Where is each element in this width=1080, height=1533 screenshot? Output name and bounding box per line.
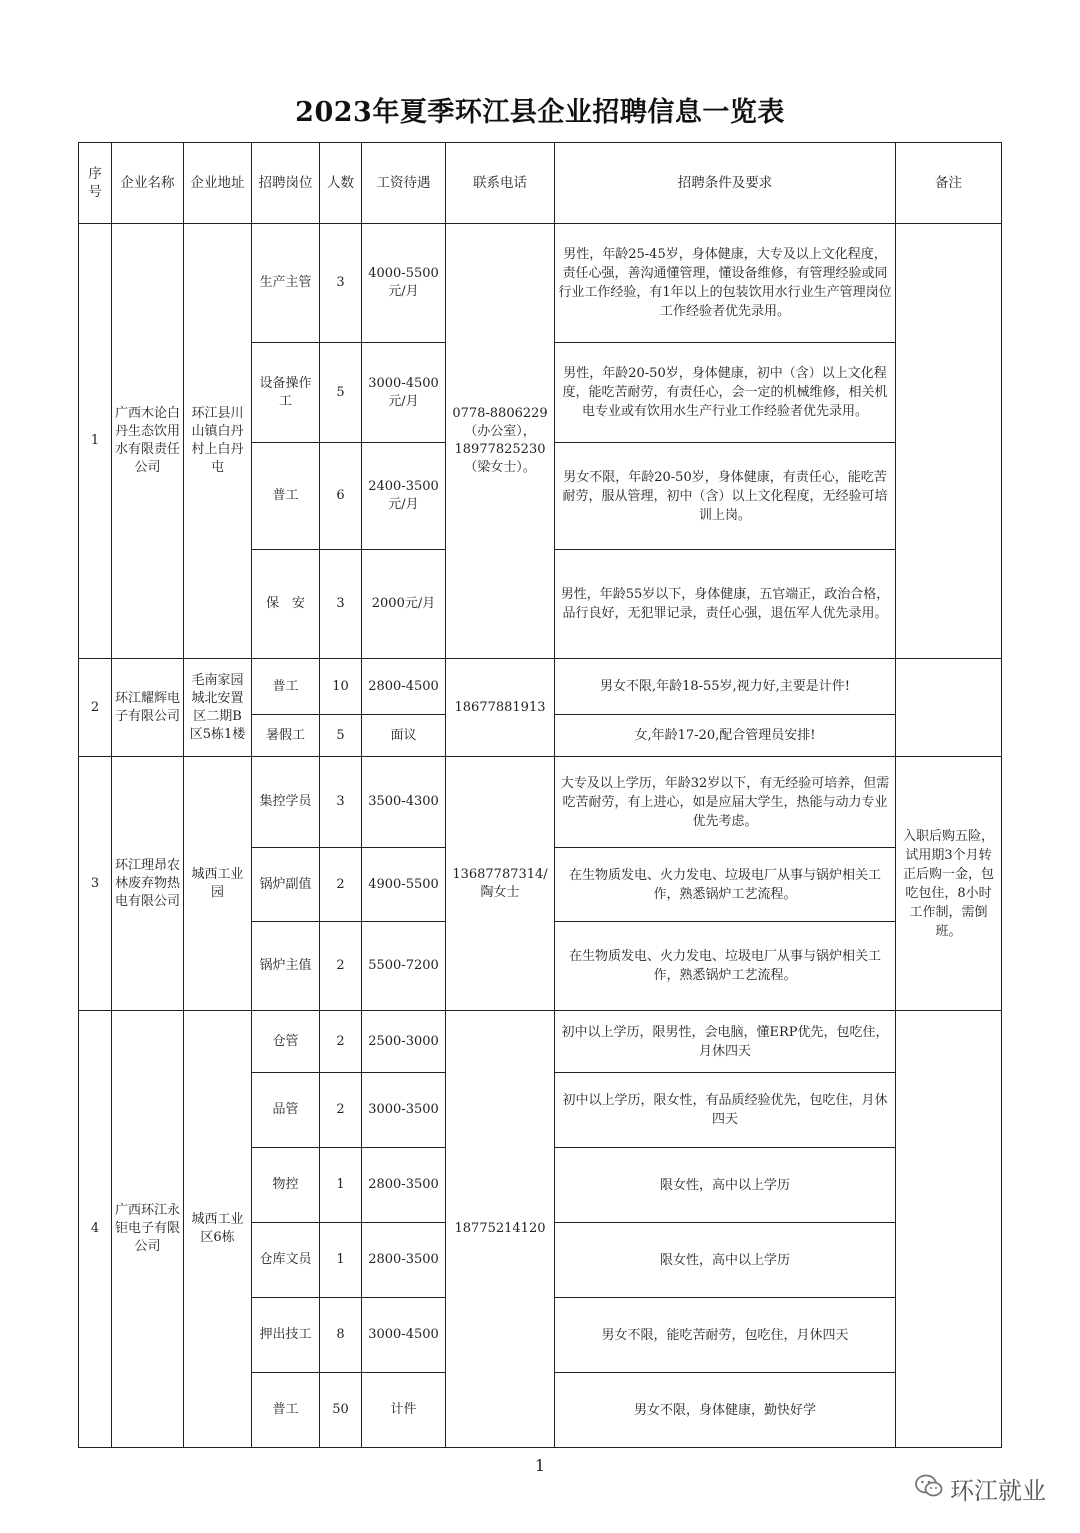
job-count: 2 — [320, 1073, 362, 1148]
job-requirements: 男女不限,年龄18-55岁,视力好,主要是计件! — [555, 659, 896, 715]
job-salary: 3000-3500 — [362, 1073, 446, 1148]
job-position: 普工 — [252, 443, 320, 550]
job-requirements: 限女性，高中以上学历 — [555, 1148, 896, 1223]
job-count: 5 — [320, 343, 362, 443]
job-salary: 计件 — [362, 1373, 446, 1448]
job-count: 8 — [320, 1298, 362, 1373]
job-salary: 2800-4500 — [362, 659, 446, 715]
job-count: 2 — [320, 922, 362, 1011]
company-note — [896, 224, 1002, 659]
page-number: 1 — [534, 1456, 546, 1475]
job-requirements: 在生物质发电、火力发电、垃圾电厂从事与锅炉相关工作，熟悉锅炉工艺流程。 — [555, 922, 896, 1011]
job-count: 3 — [320, 757, 362, 848]
job-requirements: 男女不限，能吃苦耐劳，包吃住，月休四天 — [555, 1298, 896, 1373]
job-count: 5 — [320, 715, 362, 757]
table-row — [79, 1011, 1002, 1073]
job-count: 10 — [320, 659, 362, 715]
job-requirements: 初中以上学历，限男性，会电脑，懂ERP优先，包吃住，月休四天 — [555, 1011, 896, 1073]
company-note — [896, 659, 1002, 757]
company-address: 环江县川山镇白丹村上白丹屯 — [184, 224, 252, 659]
job-salary: 2800-3500 — [362, 1223, 446, 1298]
job-count: 50 — [320, 1373, 362, 1448]
header-company: 企业名称 — [112, 143, 184, 224]
recruitment-table — [78, 142, 1002, 1448]
company-seq: 1 — [79, 224, 112, 659]
job-requirements: 男性，年龄20-50岁，身体健康，初中（含）以上文化程度，能吃苦耐劳，有责任心，会一定的机械维修，相关机电专业或有饮用水生产行业工作经验者优先录用。 — [555, 343, 896, 443]
company-phone: 18677881913 — [446, 659, 555, 757]
table-row — [79, 224, 1002, 343]
company-name: 广西环江永钜电子有限公司 — [112, 1011, 184, 1448]
header-row — [79, 143, 1002, 224]
header-salary: 工资待遇 — [362, 143, 446, 224]
page-title: 2023年夏季环江县企业招聘信息一览表 — [295, 97, 785, 128]
wechat-icon — [914, 1473, 944, 1505]
job-requirements: 限女性，高中以上学历 — [555, 1223, 896, 1298]
job-position: 设备操作工 — [252, 343, 320, 443]
job-salary: 2000元/月 — [362, 550, 446, 659]
job-count: 2 — [320, 1011, 362, 1073]
job-count: 3 — [320, 224, 362, 343]
company-name: 环江耀辉电子有限公司 — [112, 659, 184, 757]
job-count: 1 — [320, 1223, 362, 1298]
job-salary: 2800-3500 — [362, 1148, 446, 1223]
header-seq: 序号 — [79, 143, 112, 224]
job-count: 3 — [320, 550, 362, 659]
header-note: 备注 — [896, 143, 1002, 224]
header-requirements: 招聘条件及要求 — [555, 143, 896, 224]
job-requirements: 初中以上学历，限女性，有品质经验优先，包吃住，月休四天 — [555, 1073, 896, 1148]
job-position: 仓管 — [252, 1011, 320, 1073]
job-position: 锅炉副值 — [252, 848, 320, 922]
header-position: 招聘岗位 — [252, 143, 320, 224]
job-salary: 5500-7200 — [362, 922, 446, 1011]
job-position: 集控学员 — [252, 757, 320, 848]
job-requirements: 男性，年龄25-45岁，身体健康，大专及以上文化程度，责任心强，善沟通懂管理，懂设备维修，有管理经验或同行业工作经验，有1年以上的包装饮用水行业生产管理岗位工作经验者优先录用。 — [555, 224, 896, 343]
header-count: 人数 — [320, 143, 362, 224]
job-position: 锅炉主值 — [252, 922, 320, 1011]
company-phone: 13687787314/陶女士 — [446, 757, 555, 1011]
company-phone: 18775214120 — [446, 1011, 555, 1448]
job-position: 普工 — [252, 1373, 320, 1448]
job-requirements: 大专及以上学历，年龄32岁以下，有无经验可培养，但需吃苦耐劳，有上进心，如是应届大学生，热能与动力专业优先考虑。 — [555, 757, 896, 848]
job-position: 保 安 — [252, 550, 320, 659]
company-address: 毛南家园城北安置区二期B区5栋1楼 — [184, 659, 252, 757]
job-requirements: 男性，年龄55岁以下，身体健康，五官端正，政治合格，品行良好，无犯罪记录，责任心强，退伍军人优先录用。 — [555, 550, 896, 659]
table-row — [79, 757, 1002, 848]
job-position: 普工 — [252, 659, 320, 715]
watermark — [914, 1471, 1046, 1506]
company-seq: 3 — [79, 757, 112, 1011]
company-name: 环江理昂农林废弃物热电有限公司 — [112, 757, 184, 1011]
job-count: 1 — [320, 1148, 362, 1223]
job-salary: 2500-3000 — [362, 1011, 446, 1073]
job-position: 押出技工 — [252, 1298, 320, 1373]
company-address: 城西工业区6栋 — [184, 1011, 252, 1448]
job-position: 物控 — [252, 1148, 320, 1223]
job-count: 2 — [320, 848, 362, 922]
header-phone: 联系电话 — [446, 143, 555, 224]
job-salary: 3500-4300 — [362, 757, 446, 848]
company-phone: 0778-8806229（办公室），18977825230（梁女士）。 — [446, 224, 555, 659]
job-requirements: 男女不限，身体健康，勤快好学 — [555, 1373, 896, 1448]
company-note: 入职后购五险，试用期3个月转正后购一金，包吃包住，8小时工作制，需倒班。 — [896, 757, 1002, 1011]
table-row — [79, 659, 1002, 715]
job-salary: 4900-5500 — [362, 848, 446, 922]
job-salary: 面议 — [362, 715, 446, 757]
company-address: 城西工业园 — [184, 757, 252, 1011]
job-position: 品管 — [252, 1073, 320, 1148]
company-name: 广西木论白丹生态饮用水有限责任公司 — [112, 224, 184, 659]
job-requirements: 男女不限，年龄20-50岁，身体健康，有责任心，能吃苦耐劳，服从管理，初中（含）以上文化程度，无经验可培训上岗。 — [555, 443, 896, 550]
job-requirements: 女,年龄17-20,配合管理员安排! — [555, 715, 896, 757]
job-position: 暑假工 — [252, 715, 320, 757]
job-salary: 3000-4500 — [362, 1298, 446, 1373]
header-address: 企业地址 — [184, 143, 252, 224]
job-requirements: 在生物质发电、火力发电、垃圾电厂从事与锅炉相关工作，熟悉锅炉工艺流程。 — [555, 848, 896, 922]
job-salary: 3000-4500元/月 — [362, 343, 446, 443]
job-position: 生产主管 — [252, 224, 320, 343]
job-salary: 4000-5500元/月 — [362, 224, 446, 343]
company-seq: 4 — [79, 1011, 112, 1448]
job-position: 仓库文员 — [252, 1223, 320, 1298]
job-salary: 2400-3500元/月 — [362, 443, 446, 550]
company-seq: 2 — [79, 659, 112, 757]
company-note — [896, 1011, 1002, 1448]
watermark-text: 环江就业 — [950, 1477, 1046, 1505]
job-count: 6 — [320, 443, 362, 550]
